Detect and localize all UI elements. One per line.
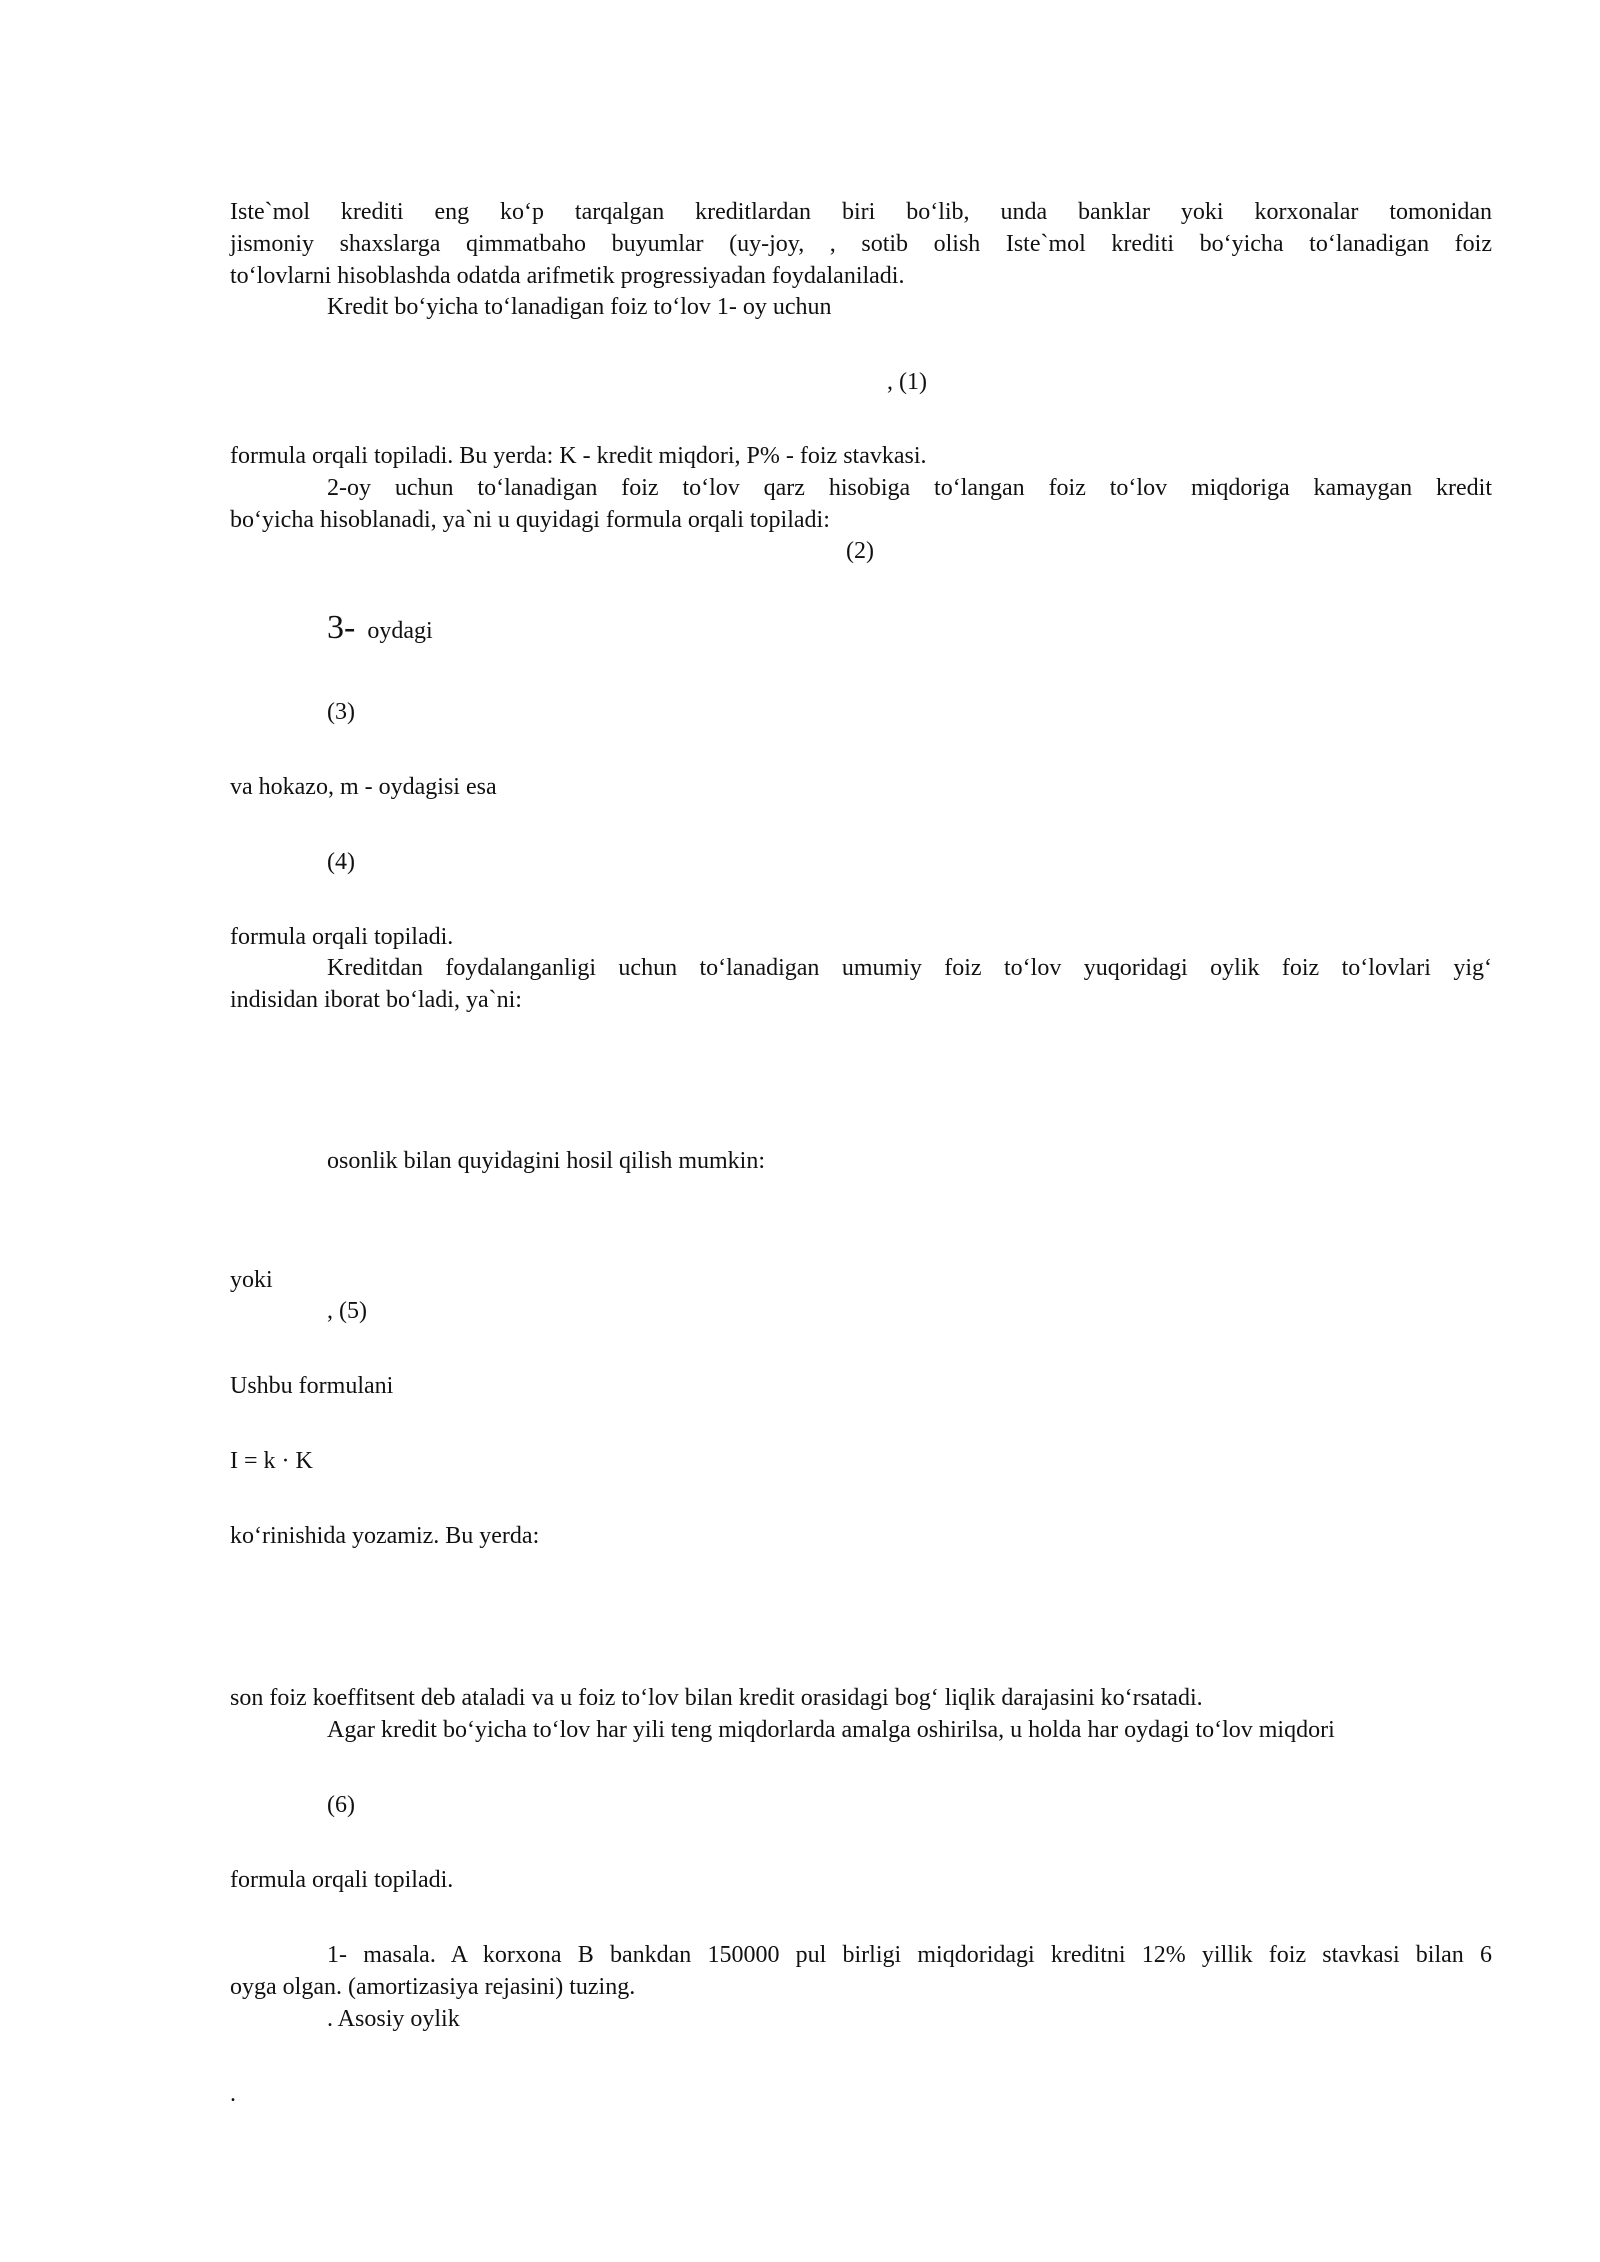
formula-found-line-3: formula orqali topiladi. xyxy=(230,1867,454,1893)
paragraph2-line2: bo‘yicha hisoblanadi, ya`ni u quyidagi formula orqali topiladi: xyxy=(230,507,830,533)
problem-line1: 1- masala. A korxona B bankdan 150000 pul birligi miqdoridagi kreditni 12% yillik foiz stavkasi bilan 6 xyxy=(327,1942,1492,1968)
formula-i-equals-k-times-k: I = k · K xyxy=(230,1448,313,1474)
paragraph3-line2: indisidan iborat bo‘ladi, ya`ni: xyxy=(230,987,522,1013)
formula-found-line-2: formula orqali topiladi. xyxy=(230,924,454,950)
paragraph1-line1: Iste`mol krediti eng ko‘p tarqalgan kreditlardan biri bo‘lib, unda banklar yoki korxonalar tomonidan xyxy=(230,199,1492,225)
problem-line2: oyga olgan. (amortizasiya rejasini) tuzing. xyxy=(230,1974,636,2000)
this-formula-line: Ushbu formulani xyxy=(230,1373,394,1399)
paragraph3-line1: Kreditdan foydalanganligi uchun to‘lanadigan umumiy foiz to‘lov yuqoridagi oylik foiz to‘lovlari yig‘ xyxy=(327,955,1492,981)
formula-found-line: formula orqali topiladi. Bu yerda: K - kredit miqdori, P% - foiz stavkasi. xyxy=(230,443,927,469)
written-as-line: ko‘rinishida yozamiz. Bu yerda: xyxy=(230,1523,540,1549)
easily-line: osonlik bilan quyidagini hosil qilish mumkin: xyxy=(327,1148,766,1174)
equation-1-label: , (1) xyxy=(887,369,927,395)
equation-3-label: (3) xyxy=(327,699,355,725)
trailing-dot: . xyxy=(230,2081,236,2107)
m-month-line: va hokazo, m - oydagisi esa xyxy=(230,774,497,800)
if-credit-line: Agar kredit bo‘yicha to‘lov har yili teng miqdorlarda amalga oshirilsa, u holda har oydagi to‘lov miqdori xyxy=(327,1717,1335,1743)
paragraph1-line3: to‘lovlarni hisoblashda odatda arifmetik progressiyadan foydalaniladi. xyxy=(230,263,905,289)
month3-line xyxy=(327,609,433,647)
coefficient-line: son foiz koeffitsent deb ataladi va u foiz to‘lov bilan kredit orasidagi bog‘ liqlik darajasini ko‘rsatadi. xyxy=(230,1685,1203,1711)
month3-number: 3- xyxy=(327,609,356,646)
problem-line3: . Asosiy oylik xyxy=(327,2006,460,2032)
month3-word: oydagi xyxy=(367,618,433,644)
month1-intro: Kredit bo‘yicha to‘lanadigan foiz to‘lov 1- oy uchun xyxy=(327,294,832,320)
equation-5-label: , (5) xyxy=(327,1298,367,1324)
equation-4-label: (4) xyxy=(327,849,355,875)
paragraph1-line2: jismoniy shaxslarga qimmatbaho buyumlar (uy-joy, , sotib olish Iste`mol krediti bo‘yicha to‘lanadigan foiz xyxy=(230,231,1492,257)
equation-2-label: (2) xyxy=(846,538,874,564)
or-line: yoki xyxy=(230,1267,273,1293)
equation-6-label: (6) xyxy=(327,1792,355,1818)
paragraph2-line1: 2-oy uchun to‘lanadigan foiz to‘lov qarz hisobiga to‘langan foiz to‘lov miqdoriga kamaygan kredit xyxy=(327,475,1492,501)
